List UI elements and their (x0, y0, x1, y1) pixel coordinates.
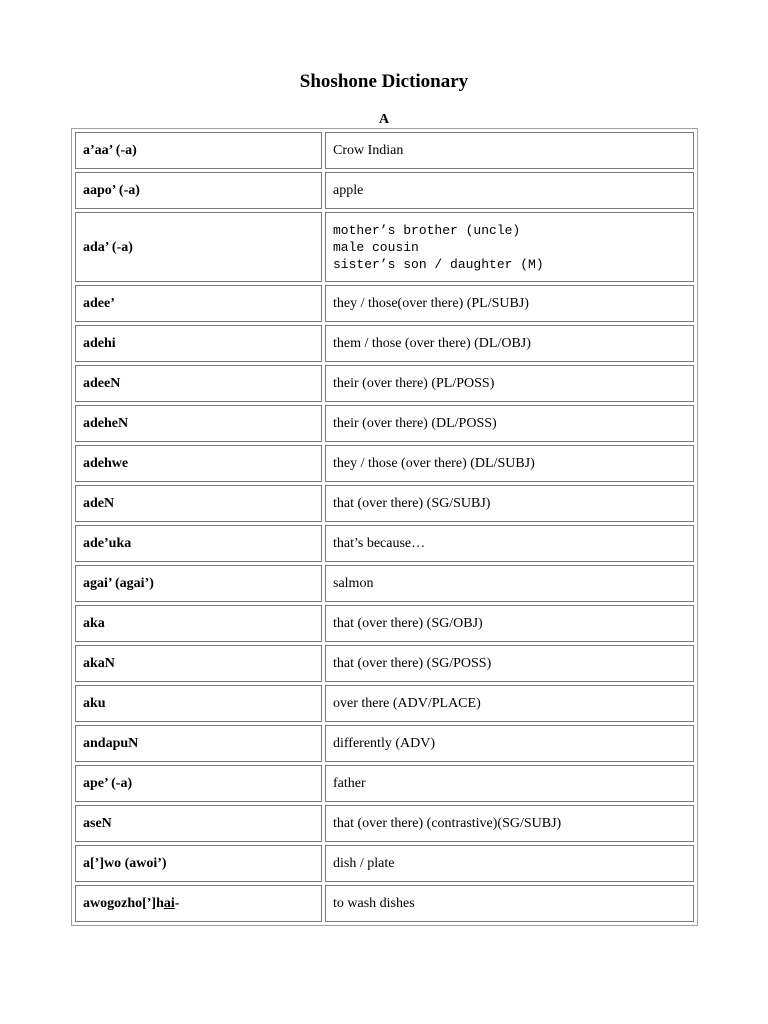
entry-definition: their (over there) (PL/POSS) (325, 365, 694, 402)
entry-term: aseN (75, 805, 322, 842)
entry-definition: their (over there) (DL/POSS) (325, 405, 694, 442)
entry-term: agai’ (agai’) (75, 565, 322, 602)
entry-definition: they / those (over there) (DL/SUBJ) (325, 445, 694, 482)
page-title: Shoshone Dictionary (299, 71, 469, 92)
entry-definition: apple (325, 172, 694, 209)
entry-definition: salmon (325, 565, 694, 602)
entry-term: aka (75, 605, 322, 642)
entry-definition: they / those(over there) (PL/SUBJ) (325, 285, 694, 322)
table-row (75, 725, 694, 762)
entry-definition: that (over there) (SG/POSS) (325, 645, 694, 682)
dictionary-table (71, 128, 698, 926)
entry-definition: Crow Indian (325, 132, 694, 169)
entry-term: aku (75, 685, 322, 722)
section-letter: A (378, 112, 390, 127)
entry-term: aapo’ (-a) (75, 172, 322, 209)
table-row (75, 445, 694, 482)
entry-term: adee’ (75, 285, 322, 322)
table-row (75, 645, 694, 682)
entry-term: adeN (75, 485, 322, 522)
entry-term: a[’]wo (awoi’) (75, 845, 322, 882)
table-row (75, 325, 694, 362)
definition-line: mother’s brother (uncle) (333, 222, 521, 238)
entry-definition: to wash dishes (325, 885, 694, 922)
entry-term: adehwe (75, 445, 322, 482)
entry-definition: that’s because… (325, 525, 694, 562)
table-row (75, 485, 694, 522)
table-row (75, 285, 694, 322)
table-row (75, 365, 694, 402)
entry-term: andapuN (75, 725, 322, 762)
entry-definition (325, 212, 694, 282)
table-row (75, 765, 694, 802)
definition-line: sister’s son / daughter (M) (333, 256, 544, 272)
table-row (75, 405, 694, 442)
entry-definition: over there (ADV/PLACE) (325, 685, 694, 722)
entry-term: ade’uka (75, 525, 322, 562)
entry-term: a’aa’ (-a) (75, 132, 322, 169)
table-row (75, 525, 694, 562)
table-row (75, 172, 694, 209)
table-row (75, 132, 694, 169)
entry-definition: differently (ADV) (325, 725, 694, 762)
table-row (75, 565, 694, 602)
entry-term: ape’ (-a) (75, 765, 322, 802)
entry-definition: them / those (over there) (DL/OBJ) (325, 325, 694, 362)
entry-term: adehi (75, 325, 322, 362)
underlined-segment: ai (163, 896, 175, 911)
table-row (75, 605, 694, 642)
entry-term: ada’ (-a) (75, 212, 322, 282)
table-row (75, 685, 694, 722)
table-row (75, 845, 694, 882)
entry-definition: dish / plate (325, 845, 694, 882)
entry-term: adeeN (75, 365, 322, 402)
entry-definition: that (over there) (SG/SUBJ) (325, 485, 694, 522)
entry-definition: that (over there) (SG/OBJ) (325, 605, 694, 642)
entry-term: akaN (75, 645, 322, 682)
table-row (75, 805, 694, 842)
entry-term: awogozho[’]hai- (75, 885, 322, 922)
entry-definition: father (325, 765, 694, 802)
entry-definition: that (over there) (contrastive)(SG/SUBJ) (325, 805, 694, 842)
definition-line: male cousin (333, 239, 419, 255)
entry-term: adeheN (75, 405, 322, 442)
table-row (75, 885, 694, 922)
table-row (75, 212, 694, 282)
